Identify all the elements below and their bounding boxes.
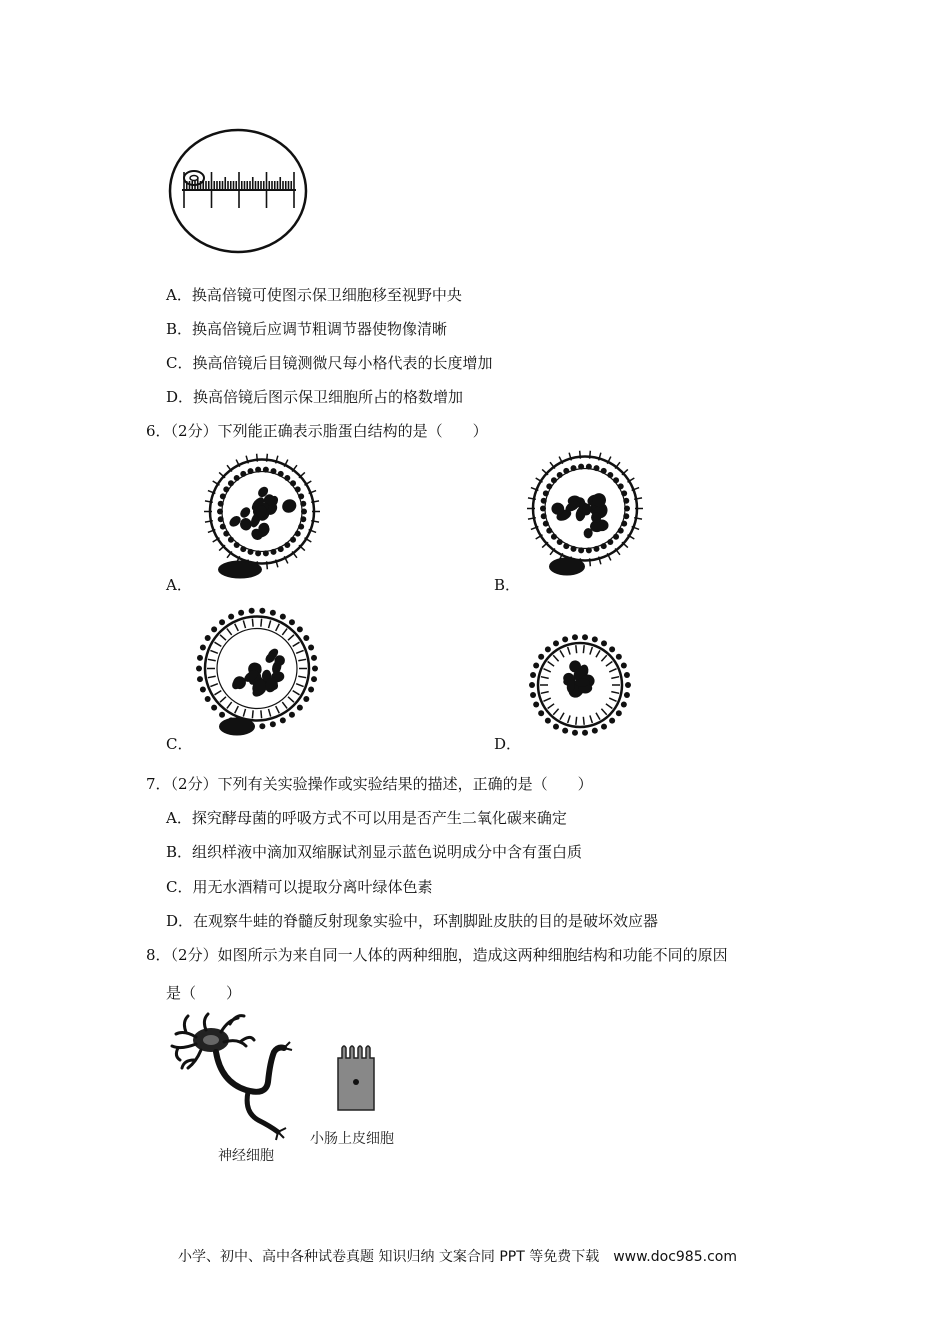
intestinal-epithelial-cell-figure bbox=[334, 1044, 380, 1112]
q6-label-a: A． bbox=[166, 576, 192, 594]
q5-option-d: D．换高倍镜后图示保卫细胞所占的格数增加 bbox=[166, 388, 464, 406]
page-footer: 小学、初中、高中各种试卷真题 知识归纳 文案合同 PPT 等免费下载 www.doc985.com bbox=[178, 1249, 737, 1265]
q7-option-d: D．在观察牛蛙的脊髓反射现象实验中，环割脚趾皮肤的目的是破坏效应器 bbox=[166, 912, 659, 930]
microscope-field-figure bbox=[164, 126, 314, 256]
q7-option-c: C．用无水酒精可以提取分离叶绿体色素 bbox=[166, 878, 433, 896]
q5-option-c: C．换高倍镜后目镜测微尺每小格代表的长度增加 bbox=[166, 354, 493, 372]
q8-stem-line1: 8．（2分）如图所示为来自同一人体的两种细胞，造成这两种细胞结构和功能不同的原因 bbox=[146, 946, 728, 964]
lipoprotein-figure-c bbox=[192, 612, 322, 737]
neuron-caption: 神经细胞 bbox=[218, 1148, 274, 1164]
q6-label-b: B． bbox=[494, 576, 521, 594]
q6-label-d: D． bbox=[494, 735, 522, 753]
neuron-figure bbox=[166, 1012, 296, 1147]
lipoprotein-figure-a bbox=[192, 455, 332, 580]
lipoprotein-figure-b bbox=[520, 452, 650, 577]
q8-stem-line2: 是（ ） bbox=[166, 984, 242, 1002]
q6-label-c: C． bbox=[166, 735, 193, 753]
q6-stem: 6．（2分）下列能正确表示脂蛋白结构的是（ ） bbox=[146, 422, 488, 440]
q5-option-a: A．换高倍镜可使图示保卫细胞移至视野中央 bbox=[166, 286, 462, 304]
q7-stem: 7．（2分）下列有关实验操作或实验结果的描述，正确的是（ ） bbox=[146, 775, 593, 793]
q7-option-a: A．探究酵母菌的呼吸方式不可以用是否产生二氧化碳来确定 bbox=[166, 809, 567, 827]
epithelial-caption: 小肠上皮细胞 bbox=[310, 1131, 394, 1147]
q5-option-b: B．换高倍镜后应调节粗调节器使物像清晰 bbox=[166, 320, 448, 338]
q7-option-b: B．组织样液中滴加双缩脲试剂显示蓝色说明成分中含有蛋白质 bbox=[166, 843, 583, 861]
lipoprotein-figure-d bbox=[520, 630, 640, 740]
